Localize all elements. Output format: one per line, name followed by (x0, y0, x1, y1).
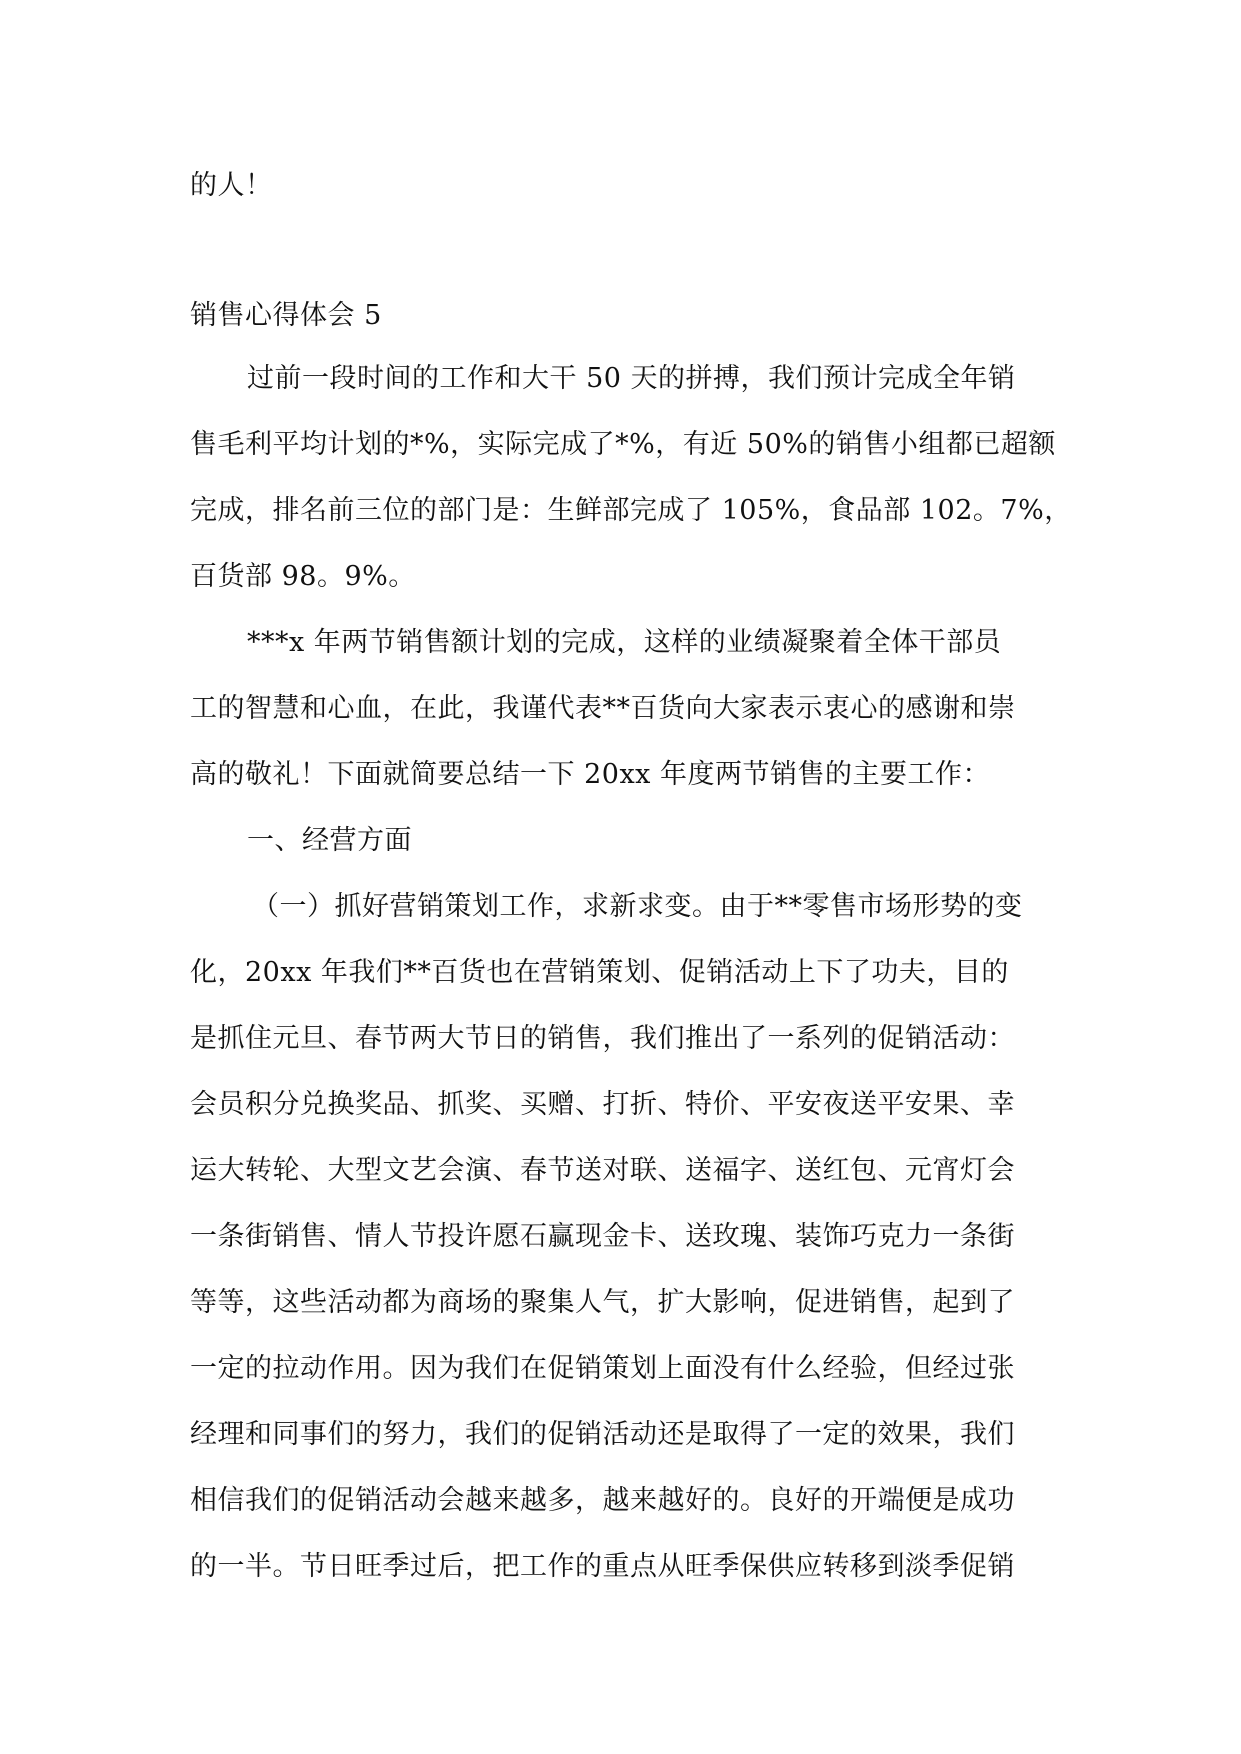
paragraph-line: ***x 年两节销售额计划的完成，这样的业绩凝聚着全体干部员 (247, 627, 1002, 658)
paragraph-line: 售毛利平均计划的*%，实际完成了*%，有近 50%的销售小组都已超额 (190, 429, 1056, 460)
paragraph-line: 一定的拉动作用。因为我们在促销策划上面没有什么经验，但经过张 (190, 1353, 1015, 1384)
paragraph-line: 相信我们的促销活动会越来越多，越来越好的。良好的开端便是成功 (190, 1485, 1015, 1516)
paragraph-line: 化，20xx 年我们**百货也在营销策划、促销活动上下了功夫，目的 (190, 957, 1009, 988)
paragraph-line: 高的敬礼！下面就简要总结一下 20xx 年度两节销售的主要工作： (190, 759, 990, 790)
paragraph-line: 等等，这些活动都为商场的聚集人气，扩大影响，促进销售，起到了 (190, 1287, 1015, 1318)
paragraph-line: 是抓住元旦、春节两大节日的销售，我们推出了一系列的促销活动： (190, 1023, 1015, 1054)
paragraph-line: 工的智慧和心血，在此，我谨代表**百货向大家表示衷心的感谢和崇 (190, 693, 1016, 724)
paragraph-line: 过前一段时间的工作和大干 50 天的拼搏，我们预计完成全年销 (247, 363, 1016, 394)
carryover-text: 的人！ (190, 170, 273, 201)
paragraph-line: 完成，排名前三位的部门是：生鲜部完成了 105%，食品部 102。7%， (190, 495, 1072, 526)
paragraph-line: 百货部 98。9%。 (190, 561, 416, 592)
paragraph-line: 经理和同事们的努力，我们的促销活动还是取得了一定的效果，我们 (190, 1419, 1015, 1450)
paragraph-line: 会员积分兑换奖品、抓奖、买赠、打折、特价、平安夜送平安果、幸 (190, 1089, 1015, 1120)
section-heading: 销售心得体会 5 (190, 300, 382, 331)
paragraph-line: 运大转轮、大型文艺会演、春节送对联、送福字、送红包、元宵灯会 (190, 1155, 1015, 1186)
paragraph-line: 一条街销售、情人节投许愿石赢现金卡、送玫瑰、装饰巧克力一条街 (190, 1221, 1015, 1252)
paragraph-line: 的一半。节日旺季过后，把工作的重点从旺季保供应转移到淡季促销 (190, 1551, 1015, 1582)
paragraph-line: （一）抓好营销策划工作，求新求变。由于**零售市场形势的变 (252, 891, 1023, 922)
subheading: 一、经营方面 (247, 825, 412, 856)
